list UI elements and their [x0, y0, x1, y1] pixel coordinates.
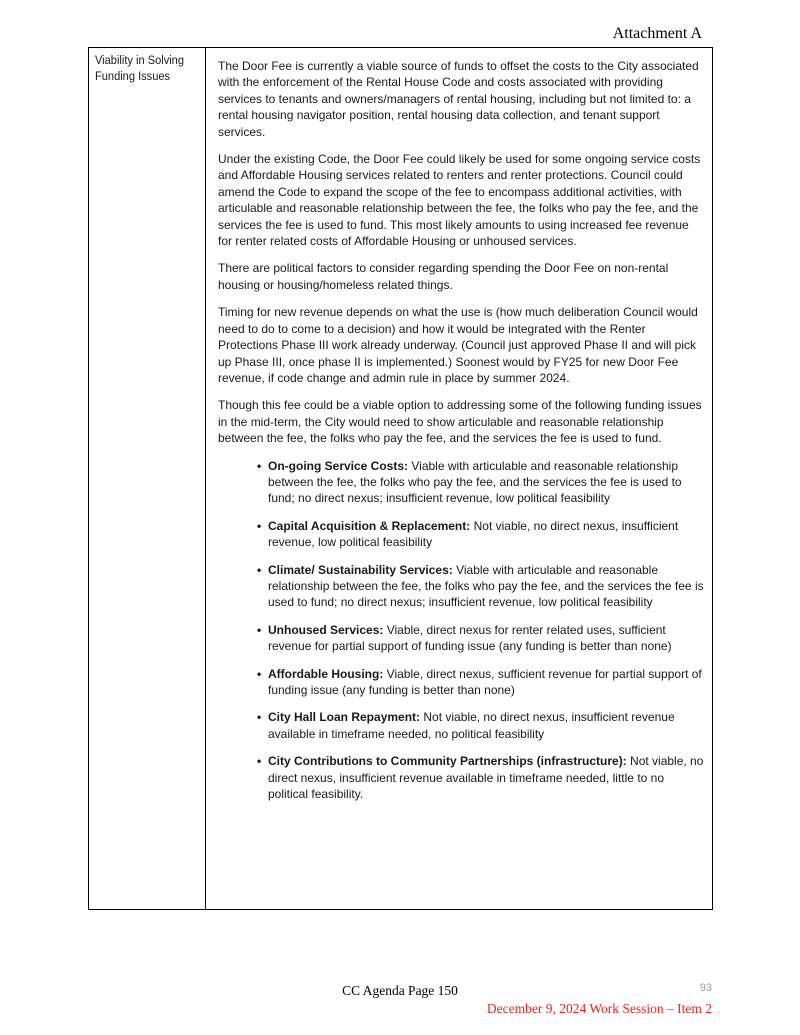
body-paragraph: The Door Fee is currently a viable source of funds to offset the costs to the City associated with the enforcement of the Rental House Code and costs associated with providing services to tenants and owners/managers of rental housing, including but not limited to: a rental housing navigator position, rental housing data collection, and tenant support services. — [218, 59, 699, 139]
row-header-line2: Funding Issues — [95, 68, 171, 83]
bullet-label: Affordable Housing: — [268, 666, 384, 681]
bullet-label: Climate/ Sustainability Services: — [268, 562, 453, 577]
bullet-text: Viable with articulable and reasonable relationship between the fee, the folks who pay the fee, and the services the fee is used to fund; no direct nexus; insufficient revenue, low political feasibility — [268, 458, 682, 506]
bullet-item — [218, 709, 704, 742]
viability-bullet-list — [218, 458, 704, 803]
bullet-text: Not viable, no direct nexus, insufficient revenue available in timeframe needed, little to no political feasibility. — [268, 754, 704, 802]
bullet-text: Viable with articulable and reasonable relationship between the fee, the folks who pay the fee, and the services the fee is used to fund; no direct nexus; insufficient revenue, low political feasibility — [268, 562, 704, 610]
bullet-label: On-going Service Costs: — [268, 458, 409, 473]
bullet-text: Not viable, no direct nexus, insufficient revenue available in timeframe needed, no political feasibility — [268, 710, 675, 741]
bullet-text: Not viable, no direct nexus, insufficient revenue, low political feasibility — [268, 518, 679, 550]
footer-page-number: 93 — [699, 982, 712, 994]
bullet-item — [218, 666, 704, 699]
bullet-item — [218, 518, 704, 551]
row-header-text — [95, 53, 190, 84]
bullet-label: City Contributions to Community Partnerships (infrastructure): — [268, 754, 627, 769]
row-body-cell — [206, 48, 712, 909]
bullet-item — [218, 753, 704, 802]
bullet-label: Unhoused Services: — [268, 622, 384, 637]
bullet-text: Viable, direct nexus for renter related uses, sufficient revenue for partial support of funding issue (any funding is better than none) — [268, 622, 672, 654]
row-header-line1: Viability in Solving — [95, 53, 185, 67]
body-paragraph: Timing for new revenue depends on what the use is (how much deliberation Council would need to do to come to a decision) and how it would be integrated with the Renter Protections Phase III work already underway. (Council just approved Phase II and will pick up Phase III, once phase II is implemented.) Soonest would by FY25 for new Door Fee revenue, if code change and admin rule in place by summer 2024. — [218, 305, 698, 385]
attachment-label: Attachment A — [612, 25, 702, 42]
body-paragraph: Though this fee could be a viable option to addressing some of the following funding issues in the mid-term, the City would need to show articulable and reasonable relationship between the fee, the folks who pay the fee, and the services the fee is used to fund. — [218, 398, 702, 446]
bullet-label: City Hall Loan Repayment: — [268, 710, 421, 725]
bullet-item — [218, 622, 704, 655]
footer-session-note: December 9, 2024 Work Session – Item 2 — [486, 1001, 712, 1016]
footer-agenda-page-label: CC Agenda Page 150 — [342, 983, 458, 998]
body-paragraph: Under the existing Code, the Door Fee could likely be used for some ongoing service costs and Affordable Housing services related to renters and renter protections. Council could amend the Code to expand the scope of the fee to encompass additional activities, with articulable and reasonable relationship between the fee, the folks who pay the fee, and the services the fee is used to fund. This most likely amounts to using increased fee revenue for renter related costs of Affordable Housing or unhoused services. — [218, 152, 701, 249]
bullet-text: Viable, direct nexus, sufficient revenue for partial support of funding issue (any funding is better than none) — [268, 666, 702, 697]
body-paragraph: There are political factors to consider regarding spending the Door Fee on non-rental housing or housing/homeless related things. — [218, 261, 669, 292]
bullet-label: Capital Acquisition & Replacement: — [268, 518, 471, 533]
bullet-item — [218, 458, 704, 507]
row-header-cell — [89, 48, 206, 909]
viability-table — [88, 47, 713, 910]
bullet-item — [218, 562, 704, 611]
